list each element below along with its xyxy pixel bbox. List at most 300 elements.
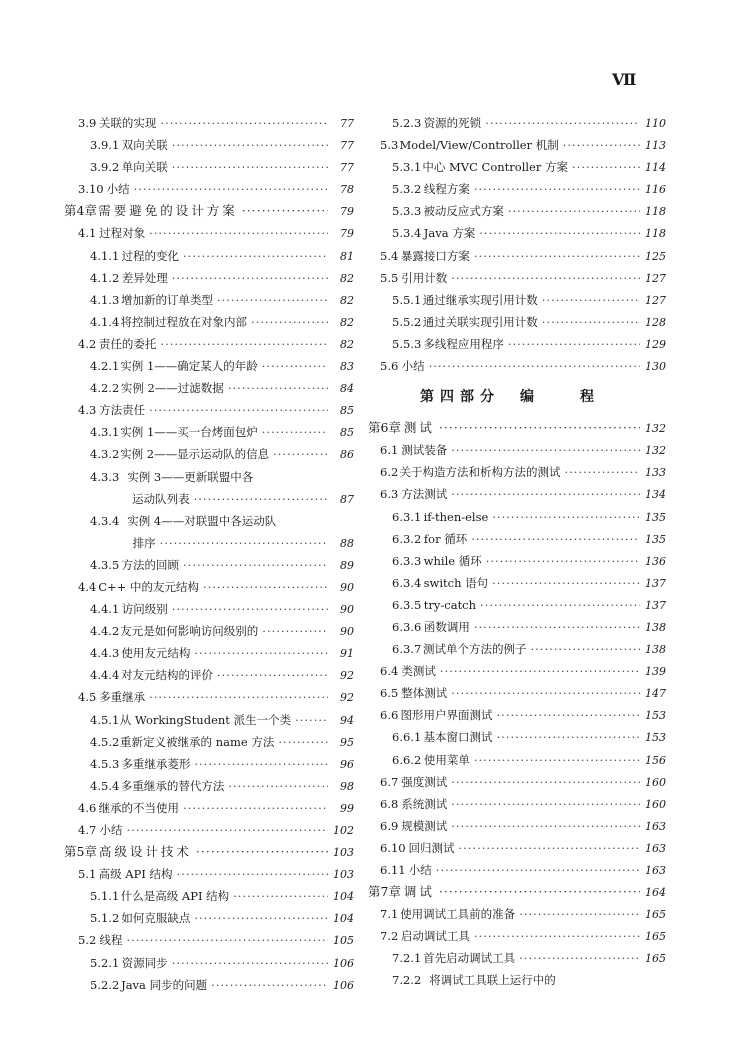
toc-entry-page: 138 [645, 643, 666, 657]
toc-entry-page: 163 [645, 819, 666, 833]
toc-entry-title: 高级 API 结构 [98, 867, 173, 882]
toc-entry-title: 方法责任 [99, 403, 146, 418]
toc-entry-title: 资源同步 [121, 955, 168, 970]
toc-entry [64, 819, 354, 841]
toc-entry [64, 863, 354, 885]
toc-entry-title: 什么是高级 API 结构 [120, 889, 230, 904]
toc-entry-title: 小结 [99, 823, 123, 837]
toc-entry-page: 102 [333, 824, 354, 837]
toc-entry [364, 616, 666, 638]
leader-dots [211, 974, 328, 996]
toc-entry-number: 3.9.1 [90, 138, 120, 153]
toc-entry-page: 132 [645, 444, 666, 458]
toc-entry [364, 726, 666, 748]
leader-dots [183, 554, 328, 576]
toc-entry-page: 91 [340, 647, 354, 661]
toc-entry-title: 暴露接口方案 [400, 248, 470, 263]
toc-entry-title: 多重继承 [99, 690, 146, 705]
toc-entry-page: 94 [340, 713, 354, 727]
toc-entry [364, 461, 666, 483]
toc-entry-page: 125 [645, 249, 666, 263]
toc-entry-title: 实例 2——过滤数据 [120, 381, 224, 396]
toc-entry-page: 83 [340, 360, 354, 374]
toc-entry-number: 6.3.2 [392, 531, 422, 546]
toc-entry-number: 6.3.6 [392, 619, 422, 634]
toc-entry-title: 实例 3——更新联盟中各 [127, 469, 254, 484]
page-number: Ⅶ [612, 70, 635, 89]
leader-dots [183, 797, 328, 819]
leader-dots [194, 753, 328, 775]
toc-chapter-entry [364, 881, 666, 903]
toc-entry-number: 5.2.1 [90, 955, 120, 970]
leader-dots [519, 947, 640, 969]
toc-entry-page: 127 [645, 293, 666, 307]
toc-entry-number: 5.1 [78, 867, 97, 882]
toc-entry-title: 系统测试 [401, 796, 448, 811]
toc-entry [64, 134, 354, 156]
toc-entry-page: 164 [645, 886, 666, 900]
toc-entry [364, 859, 666, 881]
toc-entry-page: 134 [645, 488, 666, 502]
toc-entry-number: 6.1 [380, 443, 399, 458]
toc-entry-title: 多线程应用程序 [423, 336, 504, 351]
toc-entry-page: 85 [340, 426, 354, 440]
leader-dots [194, 907, 328, 929]
toc-entry-title: 继承的不当使用 [98, 800, 180, 815]
leader-dots [451, 267, 640, 289]
leader-dots [508, 333, 640, 355]
toc-entry-page: 90 [340, 603, 354, 617]
toc-entry-page: 139 [645, 665, 666, 679]
leader-dots [563, 134, 640, 156]
leader-dots [273, 443, 328, 465]
toc-entry-number: 7.2 [380, 929, 399, 944]
toc-entry-number: 4.4.4 [90, 668, 120, 683]
toc-entry-number: 4.7 [78, 823, 97, 837]
toc-entry-number: 6.3.5 [392, 597, 422, 612]
leader-dots [149, 222, 328, 244]
toc-entry-title: 需要避免的设计方案 [98, 203, 238, 219]
toc-entry [364, 771, 666, 793]
toc-entry-number: 6.11 [380, 863, 406, 877]
toc-entry-page: 103 [333, 846, 354, 860]
leader-dots [439, 881, 640, 903]
toc-entry-number: 4.4.2 [90, 624, 120, 639]
leader-dots [451, 483, 640, 505]
toc-entry [364, 506, 666, 528]
leader-dots [572, 156, 640, 178]
leader-dots [429, 355, 640, 377]
toc-entry [364, 200, 666, 222]
toc-entry-number: 4.5.3 [90, 756, 120, 771]
toc-entry-number: 4.3.1 [90, 425, 120, 440]
toc-entry-title: 测试单个方法的例子 [422, 642, 527, 657]
leader-dots [542, 289, 640, 311]
leader-dots [480, 594, 640, 616]
toc-entry-title: while 循环 [423, 553, 482, 568]
toc-entry-number: 6.3.4 [392, 575, 422, 590]
toc-entry-title: 增加新的订单类型 [121, 292, 213, 307]
toc-entry-title: 将调试工具联上运行中的 [429, 973, 556, 988]
toc-entry-number: 第4章 [64, 203, 97, 219]
toc-entry-title: 通过继承实现引用计数 [422, 292, 538, 307]
toc-entry-title: 整体测试 [401, 686, 448, 701]
toc-entry-page: 129 [645, 337, 666, 351]
toc-entry-number: 4.1.1 [90, 248, 120, 263]
toc-entry-title: 双向关联 [121, 138, 168, 153]
toc-entry-page: 92 [340, 691, 354, 705]
toc-entry-title: switch 语句 [423, 575, 489, 590]
leader-dots [262, 421, 328, 443]
toc-entry-title: 如何克服缺点 [121, 911, 191, 926]
toc-entry-title: 运动队列表 [132, 491, 190, 506]
leader-dots [451, 793, 640, 815]
toc-entry [64, 598, 354, 620]
toc-entry-page: 118 [645, 227, 666, 241]
toc-entry [64, 885, 354, 907]
toc-entry-number: 6.3.3 [392, 553, 422, 568]
toc-entry-number: 7.2.1 [392, 951, 422, 966]
toc-entry [364, 439, 666, 461]
toc-entry-title: 实例 4——对联盟中各运动队 [127, 513, 277, 528]
toc-entry-number: 4.1 [78, 226, 97, 241]
toc-entry-title: 重新定义被继承的 name 方法 [120, 734, 275, 749]
toc-entry [64, 466, 354, 488]
leader-dots [177, 863, 328, 885]
toc-entry [364, 793, 666, 815]
toc-entry [64, 488, 354, 510]
toc-entry-page: 165 [645, 930, 666, 944]
toc-entry-number: 6.3.1 [392, 509, 422, 524]
toc-entry-number: 第7章 [368, 884, 401, 900]
leader-dots [497, 726, 641, 748]
leader-dots [486, 550, 640, 572]
toc-entry [364, 528, 666, 550]
toc-entry [64, 355, 354, 377]
toc-entry-page: 130 [645, 360, 666, 374]
toc-entry-title: 调试 [403, 884, 435, 900]
leader-dots [451, 682, 640, 704]
leader-dots [474, 616, 640, 638]
toc-entry-title: 测试 [403, 420, 435, 436]
toc-entry [364, 749, 666, 771]
toc-entry [64, 907, 354, 929]
toc-entry-title: 使用调试工具前的准备 [400, 907, 516, 922]
toc-entry-number: 5.3 [380, 138, 399, 153]
toc-entry [364, 947, 666, 969]
toc-entry-number: 第6章 [368, 420, 401, 436]
toc-entry-title: 小结 [106, 182, 130, 197]
toc-entry-page: 153 [645, 709, 666, 723]
toc-entry [364, 837, 666, 859]
toc-entry [64, 753, 354, 775]
leader-dots [479, 222, 640, 244]
toc-entry [364, 969, 666, 991]
leader-dots [278, 731, 328, 753]
toc-entry [364, 178, 666, 200]
leader-dots [485, 112, 640, 134]
leader-dots [295, 709, 328, 731]
toc-entry-title: 实例 1——确定某人的年龄 [120, 359, 258, 374]
toc-left-column [64, 112, 354, 996]
toc-entry [364, 245, 666, 267]
toc-entry [64, 642, 354, 664]
leader-dots [172, 267, 328, 289]
toc-entry-title: 排序 [132, 535, 156, 550]
toc-entry-number: 6.9 [380, 818, 399, 833]
leader-dots [194, 488, 328, 510]
leader-dots [183, 245, 328, 267]
toc-entry-page: 87 [340, 492, 354, 506]
toc-entry-page: 89 [340, 558, 354, 572]
leader-dots [474, 245, 640, 267]
toc-entry-title: 过程对象 [99, 226, 146, 241]
toc-entry-page: 88 [340, 536, 354, 550]
leader-dots [262, 355, 328, 377]
leader-dots [134, 178, 328, 200]
toc-entry-title: 回归测试 [408, 840, 455, 855]
toc-entry-title: for 循环 [423, 531, 468, 546]
toc-entry-page: 90 [340, 625, 354, 639]
toc-entry-page: 135 [645, 510, 666, 524]
leader-dots [251, 311, 328, 333]
toc-entry-title: 小结 [401, 359, 425, 374]
toc-entry-page: 135 [645, 532, 666, 546]
toc-entry-number: 6.2 [380, 465, 399, 480]
toc-entry-page: 106 [333, 956, 354, 970]
toc-entry-page: 163 [645, 841, 666, 855]
toc-entry-title: 强度测试 [401, 774, 448, 789]
toc-entry [364, 483, 666, 505]
toc-entry-title: Java 方案 [423, 226, 476, 241]
leader-dots [228, 377, 328, 399]
leader-dots [497, 704, 640, 726]
toc-entry-title: 资源的死锁 [423, 116, 482, 130]
leader-dots [451, 815, 640, 837]
toc-entry-number: 5.5 [380, 270, 399, 285]
toc-entry-page: 84 [340, 382, 354, 396]
toc-entry [64, 510, 354, 532]
toc-entry-number: 4.3.2 [90, 447, 120, 462]
toc-entry-number: 4.2.1 [90, 359, 120, 374]
toc-entry [64, 731, 354, 753]
toc-entry-number: 4.5.2 [90, 734, 120, 749]
toc-entry [64, 620, 354, 642]
toc-entry-number: 6.3.7 [392, 642, 422, 657]
toc-entry [364, 815, 666, 837]
toc-entry-number: 5.4 [380, 248, 399, 263]
toc-entry-number: 3.10 [78, 182, 104, 197]
toc-entry-number: 5.5.2 [392, 314, 422, 329]
leader-dots [160, 532, 328, 554]
toc-entry-page: 105 [333, 934, 354, 948]
toc-entry [64, 377, 354, 399]
leader-dots [172, 156, 328, 178]
toc-entry-page: 104 [333, 890, 354, 904]
toc-entry-page: 86 [340, 448, 354, 462]
toc-entry-page: 82 [340, 315, 354, 329]
toc-entry-title: 线程 [99, 933, 123, 948]
toc-entry-title: 对友元结构的评价 [121, 668, 213, 683]
leader-dots [149, 399, 328, 421]
toc-entry [64, 974, 354, 996]
toc-entry [364, 660, 666, 682]
toc-entry [64, 289, 354, 311]
toc-entry [64, 443, 354, 465]
toc-entry-number: 6.7 [380, 774, 399, 789]
toc-entry-title: 首先启动调试工具 [423, 951, 516, 966]
toc-entry [364, 682, 666, 704]
toc-entry-title: 实例 1——买一台烤面包炉 [120, 425, 258, 440]
toc-entry [64, 178, 354, 200]
toc-entry-page: 103 [333, 868, 354, 882]
toc-entry-page: 160 [645, 775, 666, 789]
leader-dots [126, 929, 328, 951]
toc-entry-title: 函数调用 [423, 619, 470, 634]
toc-entry [64, 554, 354, 576]
toc-entry-number: 5.3.1 [392, 160, 422, 175]
toc-entry-title: 基本窗口测试 [423, 730, 493, 745]
leader-dots [492, 506, 640, 528]
leader-dots [172, 952, 328, 974]
toc-entry-title: 将控制过程放在对象内部 [120, 314, 247, 329]
toc-entry-number: 4.1.3 [90, 292, 120, 307]
leader-dots [519, 903, 640, 925]
toc-entry [64, 112, 354, 134]
leader-dots [194, 642, 328, 664]
leader-dots [217, 664, 328, 686]
toc-entry-page: 165 [645, 908, 666, 922]
toc-entry [64, 333, 354, 355]
toc-entry-title: 多重继承的替代方法 [120, 778, 225, 793]
toc-entry-title: 高级设计技术 [98, 844, 192, 860]
toc-entry-page: 82 [340, 271, 354, 285]
toc-entry-page: 77 [340, 139, 354, 153]
toc-entry-title: 启动调试工具 [400, 929, 470, 944]
leader-dots [492, 572, 640, 594]
toc-entry [364, 289, 666, 311]
leader-dots [474, 925, 640, 947]
leader-dots [172, 134, 328, 156]
toc-entry-title: Model/View/Controller 机制 [399, 138, 559, 153]
toc-entry-page: 113 [645, 139, 666, 153]
leader-dots [126, 819, 328, 841]
toc-entry-page: 137 [645, 576, 666, 590]
toc-entry-page: 92 [340, 669, 354, 683]
leader-dots [474, 749, 640, 771]
leader-dots [172, 598, 328, 620]
part-heading: 第四部分 编 程 [420, 389, 600, 406]
toc-entry-number: 4.5 [78, 690, 97, 705]
toc-entry [64, 775, 354, 797]
toc-entry [64, 576, 354, 598]
toc-entry-title: 关于构造方法和析构方法的测试 [399, 465, 561, 480]
toc-entry-number: 5.5.3 [392, 336, 422, 351]
toc-entry-page: 98 [340, 779, 354, 793]
toc-entry [364, 333, 666, 355]
toc-entry-title: 线程方案 [423, 182, 470, 197]
toc-entry-number: 4.2 [78, 336, 97, 351]
toc-entry-number: 4.3.5 [90, 557, 120, 572]
leader-dots [564, 461, 640, 483]
toc-entry [364, 112, 666, 134]
toc-entry [364, 594, 666, 616]
toc-entry-title: 使用友元结构 [121, 646, 191, 661]
leader-dots [203, 576, 328, 598]
toc-entry-page: 160 [645, 797, 666, 811]
toc-entry-title: 图形用户界面测试 [400, 708, 493, 723]
toc-entry-number: 4.2.2 [90, 381, 120, 396]
toc-entry [364, 572, 666, 594]
toc-entry [364, 903, 666, 925]
toc-entry-page: 104 [333, 912, 354, 926]
toc-entry [64, 311, 354, 333]
toc-entry [64, 421, 354, 443]
toc-entry-number: 3.9 [78, 116, 97, 130]
toc-entry [64, 532, 354, 554]
leader-dots [160, 333, 328, 355]
toc-entry-title: 引用计数 [401, 270, 448, 285]
toc-entry-title: 小结 [408, 863, 432, 877]
toc-entry-title: 多重继承菱形 [121, 756, 191, 771]
toc-chapter-entry [64, 200, 354, 222]
leader-dots [228, 775, 328, 797]
leader-dots [508, 200, 640, 222]
toc-entry [64, 709, 354, 731]
toc-entry [364, 925, 666, 947]
toc-entry-page: 79 [340, 205, 354, 219]
toc-entry-title: 责任的委托 [98, 336, 157, 351]
toc-entry-page: 90 [340, 580, 354, 594]
toc-entry-number: 6.6.1 [392, 730, 422, 745]
toc-entry-title: 访问级别 [121, 602, 168, 617]
toc-entry-page: 147 [645, 687, 666, 701]
toc-entry-number: 6.5 [380, 686, 399, 701]
toc-entry-number: 5.1.2 [90, 911, 120, 926]
leader-dots [458, 837, 640, 859]
toc-entry-number: 4.5.4 [90, 778, 120, 793]
toc-entry-number: 4.4.3 [90, 646, 120, 661]
toc-entry-number: 4.3.3 [90, 469, 120, 484]
toc-entry [364, 638, 666, 660]
toc-entry-page: 118 [645, 205, 666, 219]
toc-entry-number: 6.6.2 [392, 752, 422, 767]
toc-entry-title: Java 同步的问题 [121, 977, 208, 992]
toc-entry-page: 156 [645, 753, 666, 767]
toc-entry-number: 4.1.4 [90, 314, 120, 329]
toc-entry-title: 友元是如何影响访问级别的 [120, 624, 259, 639]
toc-entry-page: 127 [645, 271, 666, 285]
toc-entry-number: 5.3.2 [392, 182, 422, 197]
toc-entry-number: 5.2.2 [90, 977, 120, 992]
toc-entry-page: 132 [645, 422, 666, 436]
toc-entry [64, 245, 354, 267]
toc-entry-page: 99 [340, 801, 354, 815]
toc-entry-page: 106 [333, 978, 354, 992]
toc-entry [64, 399, 354, 421]
leader-dots [451, 439, 640, 461]
leader-dots [440, 660, 640, 682]
leader-dots [233, 885, 328, 907]
toc-entry [364, 134, 666, 156]
leader-dots [196, 841, 328, 863]
toc-entry [64, 222, 354, 244]
toc-entry-number: 6.10 [380, 840, 406, 855]
leader-dots [242, 200, 328, 222]
leader-dots [542, 311, 640, 333]
toc-entry-number: 6.8 [380, 796, 399, 811]
leader-dots [217, 289, 328, 311]
